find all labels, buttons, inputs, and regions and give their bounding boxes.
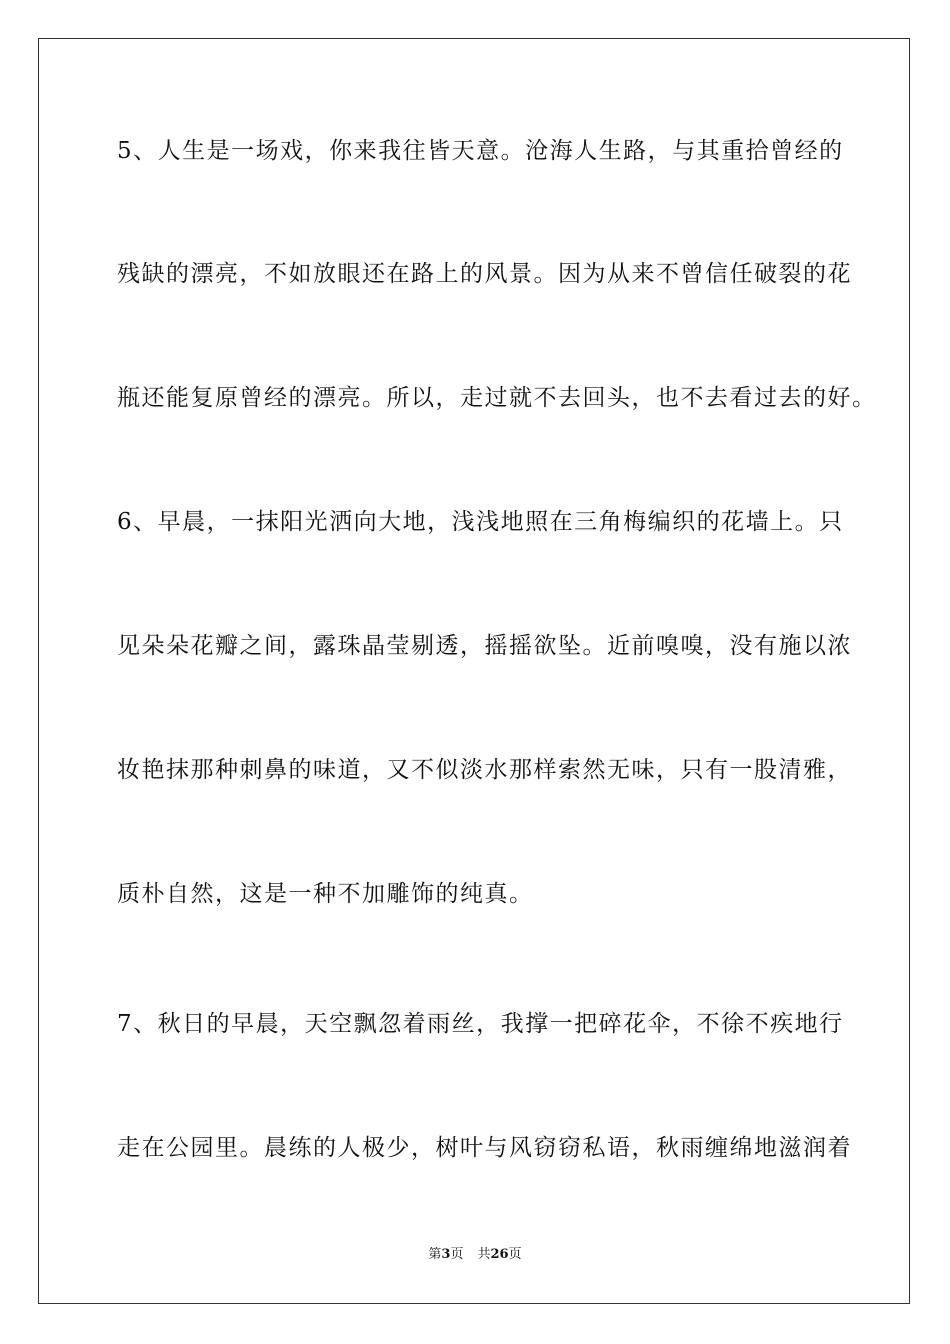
paragraph-5-line-3: 瓶还能复原曾经的漂亮。所以，走过就不去回头，也不去看过去的好。 — [117, 385, 877, 411]
paragraph-6-line-1: 6、早晨，一抹阳光洒向大地，浅浅地照在三角梅编织的花墙上。只 — [117, 509, 844, 535]
page-border — [38, 38, 910, 1304]
paragraph-7-line-2: 走在公园里。晨练的人极少，树叶与风窃窃私语，秋雨缠绵地滋润着 — [117, 1135, 852, 1161]
total-suffix: 页 — [508, 1247, 522, 1262]
current-page-number: 3 — [441, 1247, 451, 1262]
total-pages-number: 26 — [490, 1247, 509, 1262]
paragraph-6-line-3: 妆艳抹那种刺鼻的味道，又不似淡水那样索然无味，只有一股清雅， — [117, 757, 852, 783]
page-suffix: 页 — [450, 1247, 464, 1262]
paragraph-7-line-1: 7、秋日的早晨，天空飘忽着雨丝，我撑一把碎花伞，不徐不疾地行 — [117, 1011, 844, 1037]
paragraph-6-line-2: 见朵朵花瓣之间，露珠晶莹剔透，摇摇欲坠。近前嗅嗅，没有施以浓 — [117, 633, 852, 659]
paragraph-6-line-4: 质朴自然，这是一种不加雕饰的纯真。 — [117, 881, 534, 907]
page-prefix: 第 — [428, 1247, 442, 1262]
paragraph-5-line-1: 5、人生是一场戏，你来我往皆天意。沧海人生路，与其重拾曾经的 — [117, 138, 844, 164]
paragraph-5-line-2: 残缺的漂亮，不如放眼还在路上的风景。因为从来不曾信任破裂的花 — [117, 261, 852, 287]
total-prefix: 共 — [477, 1247, 491, 1262]
page-footer — [0, 1246, 950, 1264]
